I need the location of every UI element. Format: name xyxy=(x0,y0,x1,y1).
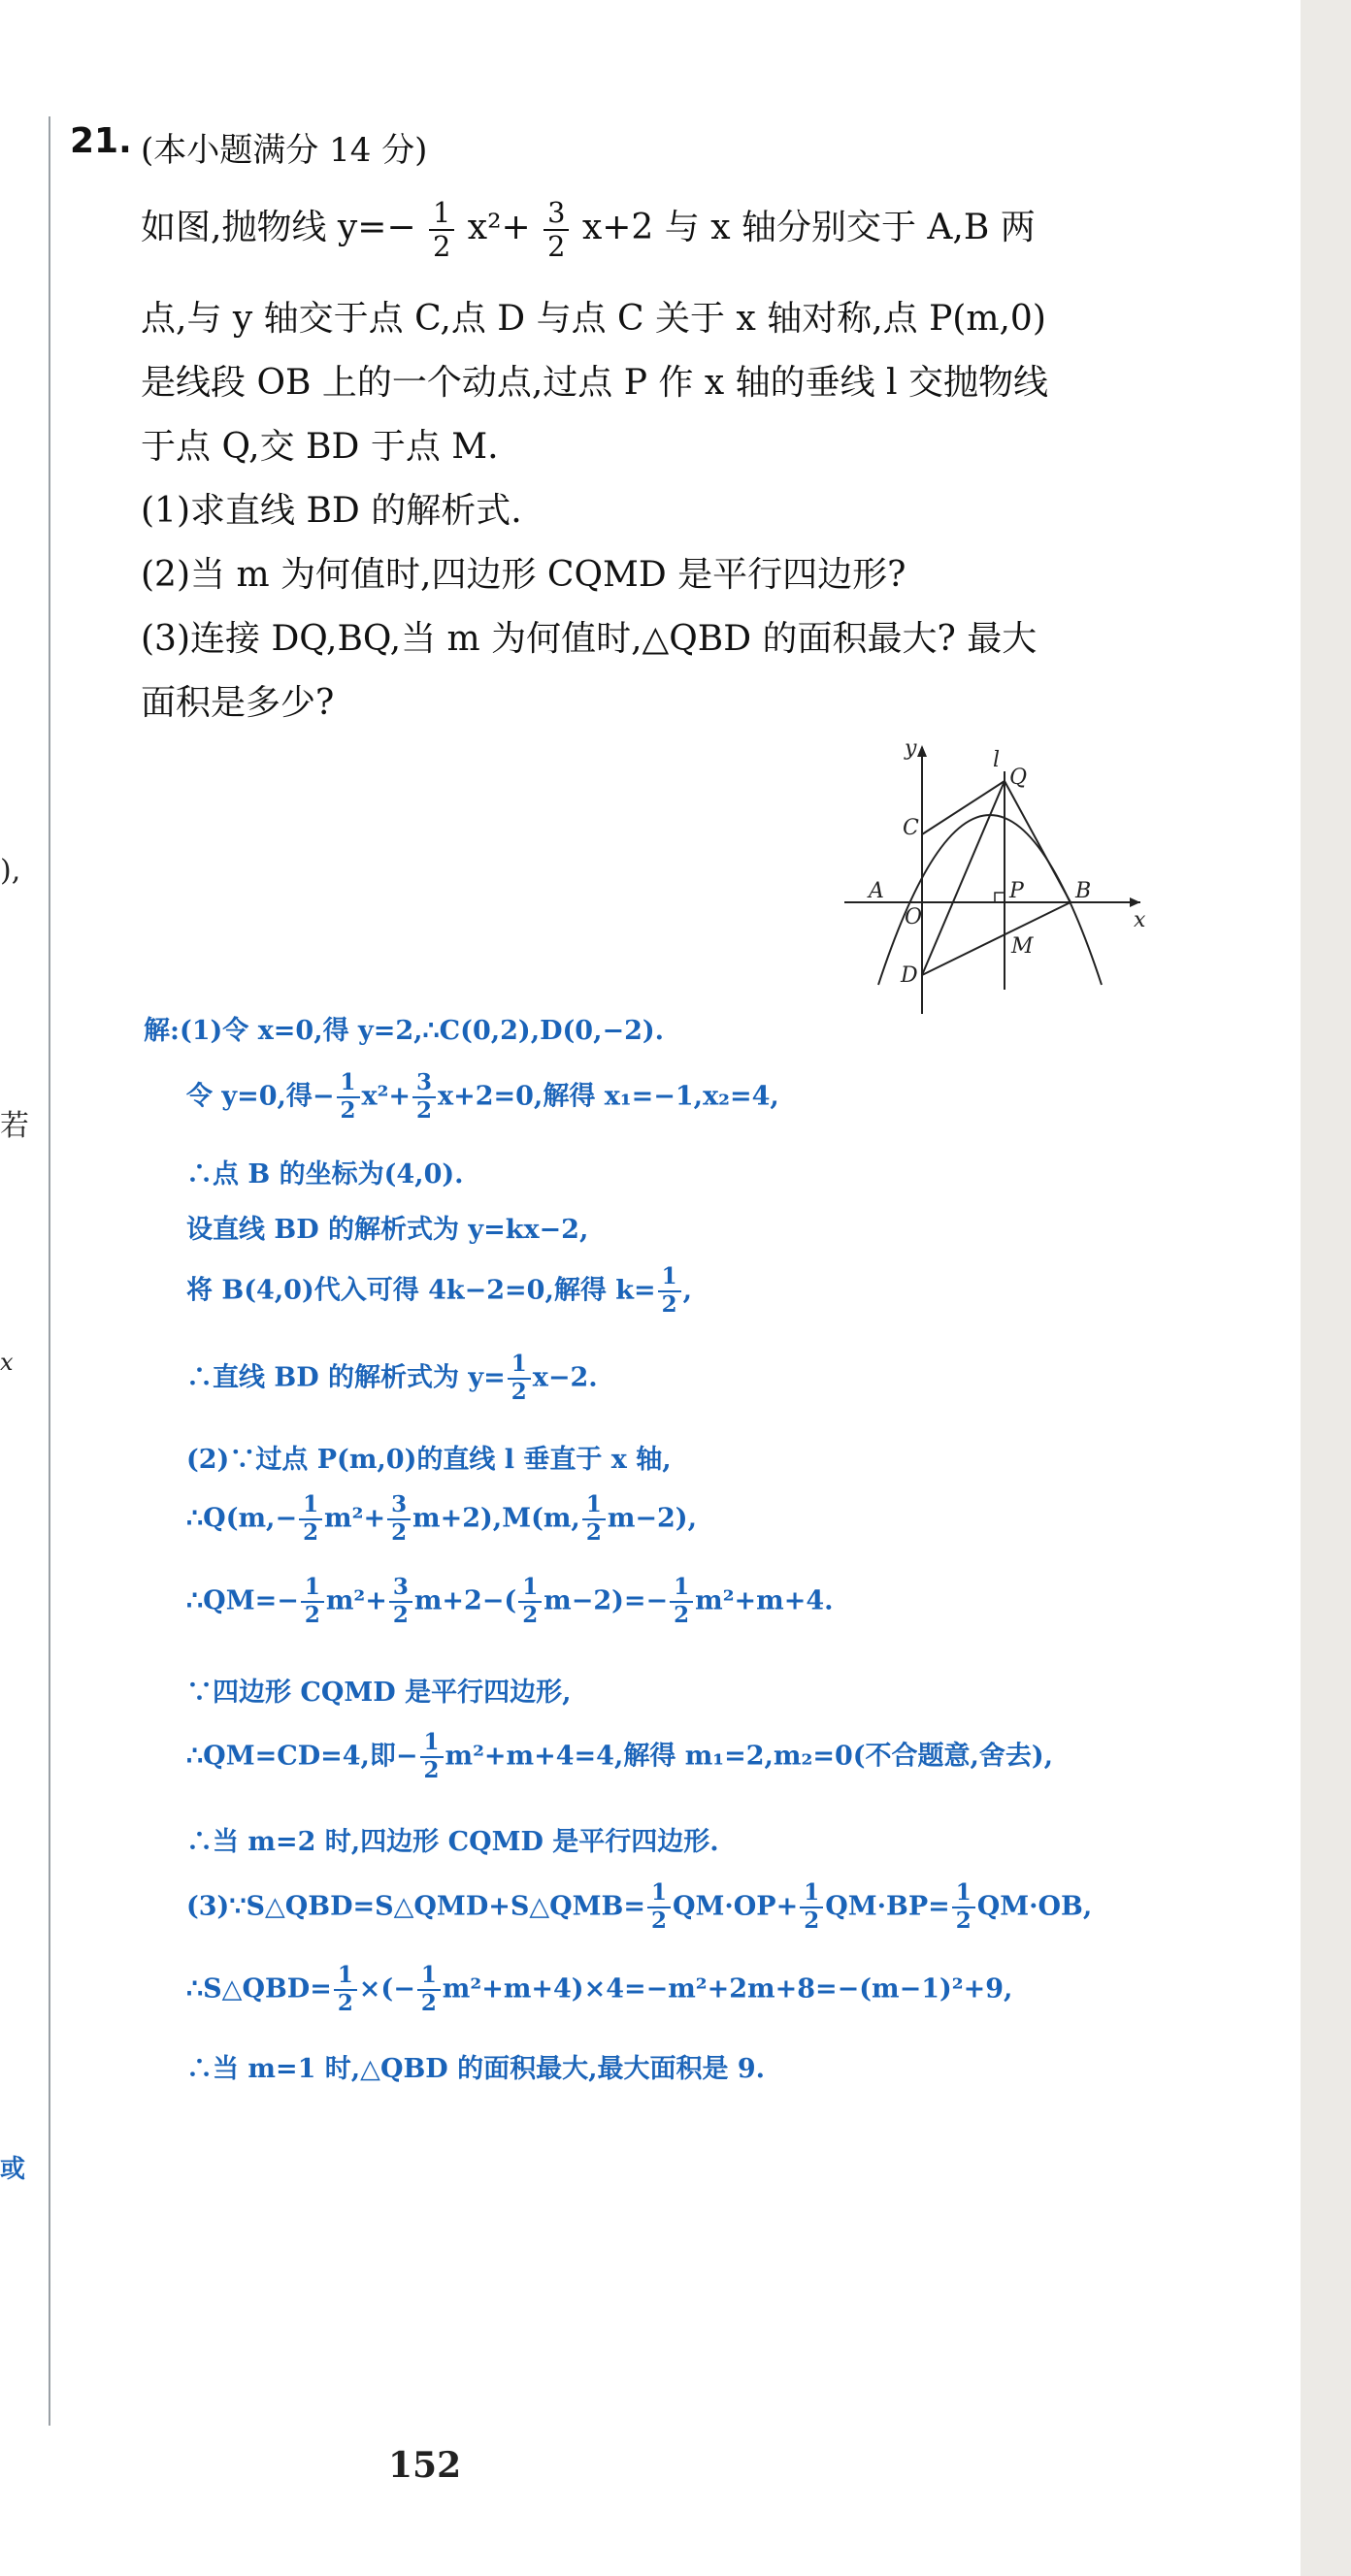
question-heading: (本小题满分 14 分) xyxy=(141,131,428,170)
solution-line-12: ∴当 m=2 时,四边形 CQMD 是平行四边形. xyxy=(186,1827,719,1857)
numerator: 3 xyxy=(544,199,569,231)
text: ∴S△QBD= xyxy=(186,1973,332,2005)
fraction xyxy=(647,1879,671,1934)
numerator: 1 xyxy=(299,1494,322,1520)
solution-line-13 xyxy=(186,1879,1093,1934)
fraction xyxy=(508,1353,531,1404)
denominator: 2 xyxy=(804,1907,820,1934)
solution-line-1: 解:(1)令 x=0,得 y=2,∴C(0,2),D(0,−2). xyxy=(144,1016,665,1046)
text: m+2−( xyxy=(413,1585,517,1616)
question-part-2: (2)当 m 为何值时,四边形 CQMD 是平行四边形? xyxy=(141,555,906,595)
question-part-3-cont: 面积是多少? xyxy=(141,683,335,723)
denominator: 2 xyxy=(304,1601,320,1628)
fraction xyxy=(389,1574,412,1628)
numerator: 3 xyxy=(412,1072,436,1098)
denominator: 2 xyxy=(433,229,451,263)
solution-line-15: ∴当 m=1 时,△QBD 的面积最大,最大面积是 9. xyxy=(186,2054,766,2084)
label-A: A xyxy=(869,879,884,903)
fraction xyxy=(420,1729,444,1783)
parabola-curve xyxy=(878,815,1102,985)
fraction xyxy=(412,1069,436,1124)
numerator: 1 xyxy=(647,1882,671,1908)
question-line-3: 是线段 OB 上的一个动点,过点 P 作 x 轴的垂线 l 交抛物线 xyxy=(141,363,1048,403)
text: 将 B(4,0)代入可得 4k−2=0,解得 k= xyxy=(186,1275,656,1306)
text: m+2),M(m, xyxy=(412,1503,580,1534)
fraction xyxy=(544,196,569,263)
solution-line-14 xyxy=(186,1962,1013,2016)
denominator: 2 xyxy=(547,229,566,263)
denominator: 2 xyxy=(674,1601,690,1628)
text: ×(− xyxy=(358,1973,415,2005)
margin-fragment: 若 xyxy=(0,1109,29,1143)
question-number: 21. xyxy=(70,121,132,161)
text: m²+ xyxy=(325,1585,387,1616)
numerator: 1 xyxy=(800,1882,823,1908)
text: QM·OB, xyxy=(976,1891,1093,1922)
denominator: 2 xyxy=(511,1378,527,1405)
numerator: 1 xyxy=(337,1072,360,1098)
text: (3)∵S△QBD=S△QMD+S△QMB= xyxy=(186,1891,645,1922)
solution-line-11 xyxy=(186,1729,1054,1783)
page-number: 152 xyxy=(388,2445,462,2486)
solution-line-9 xyxy=(186,1574,834,1628)
denominator: 2 xyxy=(303,1518,319,1546)
numerator: 1 xyxy=(670,1577,693,1603)
text: ∴Q(m,− xyxy=(186,1503,298,1534)
numerator: 1 xyxy=(301,1577,324,1603)
denominator: 2 xyxy=(585,1518,602,1546)
text: m²+m+4=4,解得 m₁=2,m₂=0(不合题意,舍去), xyxy=(445,1741,1054,1772)
numerator: 1 xyxy=(952,1882,975,1908)
numerator: 3 xyxy=(389,1577,412,1603)
solution-line-6 xyxy=(186,1353,598,1404)
denominator: 2 xyxy=(392,1601,409,1628)
numerator: 3 xyxy=(387,1494,411,1520)
solution-line-5 xyxy=(186,1263,692,1318)
question-line-2: 点,与 y 轴交于点 C,点 D 与点 C 关于 x 轴对称,点 P(m,0) xyxy=(141,299,1046,339)
label-D: D xyxy=(901,963,918,988)
text: m−2), xyxy=(607,1503,697,1534)
fraction xyxy=(800,1879,823,1934)
fraction xyxy=(387,1491,411,1546)
denominator: 2 xyxy=(522,1601,539,1628)
solution-line-8 xyxy=(186,1491,697,1546)
label-Q: Q xyxy=(1009,766,1028,790)
label-l: l xyxy=(993,748,1001,772)
fraction xyxy=(334,1962,357,2016)
text: ∴QM=− xyxy=(186,1585,299,1616)
margin-fragment: ), xyxy=(0,854,21,888)
right-edge-background xyxy=(1301,0,1351,2576)
question-line-4: 于点 Q,交 BD 于点 M. xyxy=(141,427,499,467)
fraction xyxy=(952,1879,975,1934)
fraction xyxy=(582,1491,606,1546)
label-B: B xyxy=(1075,879,1092,903)
numerator: 1 xyxy=(658,1266,681,1292)
numerator: 1 xyxy=(508,1353,531,1380)
fraction xyxy=(518,1574,542,1628)
x-axis-arrow xyxy=(1130,897,1140,907)
denominator: 2 xyxy=(340,1096,356,1124)
fraction xyxy=(337,1069,360,1124)
denominator: 2 xyxy=(955,1907,972,1934)
y-axis-arrow xyxy=(917,745,927,757)
text: 令 y=0,得− xyxy=(186,1081,335,1112)
left-margin-rule xyxy=(49,116,50,2426)
numerator: 1 xyxy=(518,1577,542,1603)
question-part-3: (3)连接 DQ,BQ,当 m 为何值时,△QBD 的面积最大? 最大 xyxy=(141,619,1038,659)
margin-fragment: 或 xyxy=(0,2155,26,2184)
segment-db xyxy=(922,902,1071,975)
solution-line-3: ∴点 B 的坐标为(4,0). xyxy=(186,1159,464,1190)
text: ∴直线 BD 的解析式为 y= xyxy=(186,1362,506,1393)
numerator: 1 xyxy=(334,1965,357,1991)
numerator: 1 xyxy=(582,1494,606,1520)
denominator: 2 xyxy=(416,1096,433,1124)
denominator: 2 xyxy=(420,1989,437,2016)
solution-line-4: 设直线 BD 的解析式为 y=kx−2, xyxy=(186,1215,589,1245)
text: m²+m+4)×4=−m²+2m+8=−(m−1)²+9, xyxy=(442,1973,1013,2005)
margin-fragment: x xyxy=(0,1349,14,1376)
numerator: 1 xyxy=(420,1732,444,1758)
denominator: 2 xyxy=(391,1518,408,1546)
text: m−2)=− xyxy=(544,1585,669,1616)
text: x−2. xyxy=(532,1362,598,1393)
right-angle-mark xyxy=(995,893,1005,902)
question-line-1 xyxy=(141,196,1036,263)
solution-line-7: (2)∵过点 P(m,0)的直线 l 垂直于 x 轴, xyxy=(186,1445,672,1475)
segment-dq xyxy=(922,781,1005,975)
text: x+2 与 x 轴分别交于 A,B 两 xyxy=(581,207,1036,247)
label-C: C xyxy=(903,816,919,840)
text: x²+ xyxy=(467,207,531,247)
solution-line-2 xyxy=(186,1069,779,1124)
label-M: M xyxy=(1011,934,1034,959)
denominator: 2 xyxy=(650,1907,667,1934)
denominator: 2 xyxy=(337,1989,353,2016)
text: x²+ xyxy=(361,1081,412,1112)
text: m²+ xyxy=(324,1503,386,1534)
denominator: 2 xyxy=(423,1756,440,1783)
text: QM·OP+ xyxy=(672,1891,799,1922)
parabola-figure xyxy=(844,737,1155,1028)
question-part-1: (1)求直线 BD 的解析式. xyxy=(141,491,522,531)
solution-line-10: ∵四边形 CQMD 是平行四边形, xyxy=(186,1678,572,1708)
text: QM·BP= xyxy=(825,1891,950,1922)
label-y: y xyxy=(905,737,917,761)
fraction xyxy=(301,1574,324,1628)
fraction xyxy=(299,1491,322,1546)
denominator: 2 xyxy=(661,1290,677,1318)
text: m²+m+4. xyxy=(695,1585,834,1616)
text: x+2=0,解得 x₁=−1,x₂=4, xyxy=(438,1081,779,1112)
fraction xyxy=(658,1263,681,1318)
text: , xyxy=(682,1275,692,1306)
fraction xyxy=(670,1574,693,1628)
numerator: 1 xyxy=(417,1965,441,1991)
label-O: O xyxy=(905,905,923,929)
label-x: x xyxy=(1134,908,1146,932)
label-P: P xyxy=(1009,879,1024,903)
text: 如图,抛物线 y=− xyxy=(141,207,416,247)
fraction xyxy=(417,1962,441,2016)
numerator: 1 xyxy=(429,199,454,231)
fraction xyxy=(429,196,454,263)
text: ∴QM=CD=4,即− xyxy=(186,1741,418,1772)
